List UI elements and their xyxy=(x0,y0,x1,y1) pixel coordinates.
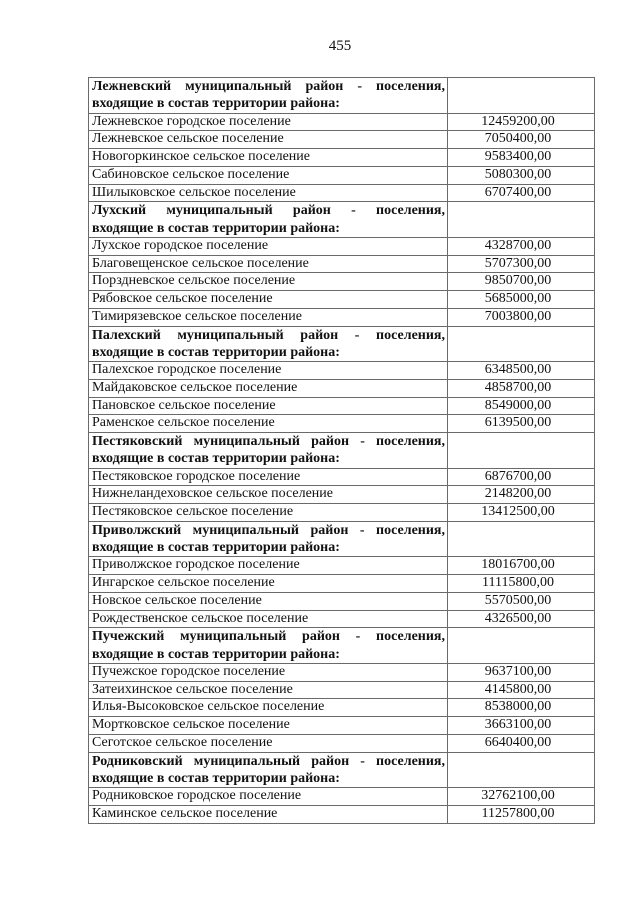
settlement-amount: 32762100,00 xyxy=(448,788,595,806)
table-row xyxy=(89,362,595,380)
settlement-amount: 7050400,00 xyxy=(448,131,595,149)
settlement-amount: 5080300,00 xyxy=(448,166,595,184)
district-header-row xyxy=(89,521,595,557)
district-header-row xyxy=(89,433,595,469)
settlement-amount: 6139500,00 xyxy=(448,415,595,433)
settlement-amount: 6640400,00 xyxy=(448,734,595,752)
district-title-line2: входящие в состав территории района: xyxy=(92,344,340,360)
settlement-name: Лухское городское поселение xyxy=(89,237,448,255)
table-row xyxy=(89,184,595,202)
settlement-name: Пестяковское сельское поселение xyxy=(89,504,448,522)
settlement-name: Лежневское сельское поселение xyxy=(89,131,448,149)
table-row xyxy=(89,486,595,504)
settlement-name: Новское сельское поселение xyxy=(89,592,448,610)
district-title-line1: Родниковский муниципальный район - поселения, xyxy=(92,753,445,769)
settlement-name: Каминское сельское поселение xyxy=(89,805,448,823)
settlement-name: Раменское сельское поселение xyxy=(89,415,448,433)
settlement-amount: 4145800,00 xyxy=(448,681,595,699)
district-title-line2: входящие в состав территории района: xyxy=(92,220,340,236)
settlement-name: Пестяковское городское поселение xyxy=(89,468,448,486)
settlement-name: Родниковское городское поселение xyxy=(89,788,448,806)
district-title-line1: Пестяковский муниципальный район - поселения, xyxy=(92,434,445,449)
settlements-budget-table xyxy=(88,77,595,824)
settlement-name: Затеихинское сельское поселение xyxy=(89,681,448,699)
settlement-name: Пановское сельское поселение xyxy=(89,397,448,415)
district-title-line2: входящие в состав территории района: xyxy=(92,770,340,786)
table-row xyxy=(89,504,595,522)
district-title xyxy=(89,202,448,238)
table-row xyxy=(89,575,595,593)
table-row xyxy=(89,291,595,309)
settlement-name: Новогоркинское сельское поселение xyxy=(89,149,448,167)
settlement-amount: 9850700,00 xyxy=(448,273,595,291)
settlement-amount: 11115800,00 xyxy=(448,575,595,593)
district-header-row xyxy=(89,202,595,238)
table-row xyxy=(89,663,595,681)
district-title-line2: входящие в состав территории района: xyxy=(92,451,340,467)
settlement-name: Ингарское сельское поселение xyxy=(89,575,448,593)
settlement-name: Рождественское сельское поселение xyxy=(89,610,448,628)
settlement-amount: 13412500,00 xyxy=(448,504,595,522)
settlement-name: Палехское городское поселение xyxy=(89,362,448,380)
settlement-name: Порздневское сельское поселение xyxy=(89,273,448,291)
district-title xyxy=(89,752,448,788)
district-title-line2: входящие в состав территории района: xyxy=(92,646,340,662)
district-value-empty xyxy=(448,433,595,469)
district-header-row xyxy=(89,752,595,788)
table-row xyxy=(89,397,595,415)
settlement-name: Шилыковское сельское поселение xyxy=(89,184,448,202)
district-title-line1: Лежневский муниципальный район - поселения, xyxy=(92,79,445,94)
district-value-empty xyxy=(448,752,595,788)
settlement-amount: 5707300,00 xyxy=(448,255,595,273)
district-value-empty xyxy=(448,78,595,114)
district-header-row xyxy=(89,326,595,362)
settlement-amount: 5570500,00 xyxy=(448,592,595,610)
table-row xyxy=(89,610,595,628)
district-value-empty xyxy=(448,628,595,664)
page-number: 455 xyxy=(328,38,352,54)
settlement-name: Мортковское сельское поселение xyxy=(89,717,448,735)
table-row xyxy=(89,805,595,823)
table-row xyxy=(89,131,595,149)
district-value-empty xyxy=(448,521,595,557)
district-value-empty xyxy=(448,202,595,238)
table-row xyxy=(89,166,595,184)
district-title xyxy=(89,433,448,469)
district-title xyxy=(89,78,448,114)
district-title-line1: Палехский муниципальный район - поселения, xyxy=(92,327,445,343)
table-row xyxy=(89,699,595,717)
settlement-name: Рябовское сельское поселение xyxy=(89,291,448,309)
settlement-amount: 8538000,00 xyxy=(448,699,595,717)
table-body xyxy=(89,78,595,824)
district-title xyxy=(89,521,448,557)
district-title-line2: входящие в состав территории района: xyxy=(92,96,340,112)
table-row xyxy=(89,788,595,806)
table-row xyxy=(89,734,595,752)
table-row xyxy=(89,273,595,291)
settlement-name: Благовещенское сельское поселение xyxy=(89,255,448,273)
settlement-amount: 6348500,00 xyxy=(448,362,595,380)
settlement-amount: 9637100,00 xyxy=(448,663,595,681)
settlement-amount: 4328700,00 xyxy=(448,237,595,255)
district-title-line1: Приволжский муниципальный район - поселения, xyxy=(92,522,445,538)
settlement-name: Лежневское городское поселение xyxy=(89,113,448,131)
table-row xyxy=(89,308,595,326)
table-row xyxy=(89,557,595,575)
settlement-amount: 6876700,00 xyxy=(448,468,595,486)
settlement-name: Илья-Высоковское сельское поселение xyxy=(89,699,448,717)
settlement-name: Пучежское городское поселение xyxy=(89,663,448,681)
settlement-amount: 11257800,00 xyxy=(448,805,595,823)
settlement-amount: 8549000,00 xyxy=(448,397,595,415)
district-value-empty xyxy=(448,326,595,362)
table-row xyxy=(89,717,595,735)
district-header-row xyxy=(89,628,595,664)
settlement-amount: 4858700,00 xyxy=(448,379,595,397)
table-row xyxy=(89,255,595,273)
district-title xyxy=(89,628,448,664)
district-title-line1: Лухский муниципальный район - поселения, xyxy=(92,203,445,219)
settlement-amount: 3663100,00 xyxy=(448,717,595,735)
table-row xyxy=(89,113,595,131)
table-row xyxy=(89,468,595,486)
settlement-amount: 6707400,00 xyxy=(448,184,595,202)
settlement-name: Приволжское городское поселение xyxy=(89,557,448,575)
settlement-amount: 5685000,00 xyxy=(448,291,595,309)
table-row xyxy=(89,149,595,167)
settlement-amount: 12459200,00 xyxy=(448,113,595,131)
settlement-amount: 7003800,00 xyxy=(448,308,595,326)
settlement-name: Нижнеландеховское сельское поселение xyxy=(89,486,448,504)
settlement-name: Тимирязевское сельское поселение xyxy=(89,308,448,326)
settlement-amount: 9583400,00 xyxy=(448,149,595,167)
district-header-row xyxy=(89,78,595,114)
settlement-amount: 18016700,00 xyxy=(448,557,595,575)
settlement-amount: 4326500,00 xyxy=(448,610,595,628)
table-row xyxy=(89,379,595,397)
district-title-line2: входящие в состав территории района: xyxy=(92,540,340,555)
district-title-line1: Пучежский муниципальный район - поселения, xyxy=(92,629,445,645)
table-row xyxy=(89,415,595,433)
district-title xyxy=(89,326,448,362)
table-row xyxy=(89,681,595,699)
settlement-name: Сабиновское сельское поселение xyxy=(89,166,448,184)
table-row xyxy=(89,592,595,610)
settlement-name: Майдаковское сельское поселение xyxy=(89,379,448,397)
table-row xyxy=(89,237,595,255)
settlement-amount: 2148200,00 xyxy=(448,486,595,504)
settlement-name: Сеготское сельское поселение xyxy=(89,734,448,752)
